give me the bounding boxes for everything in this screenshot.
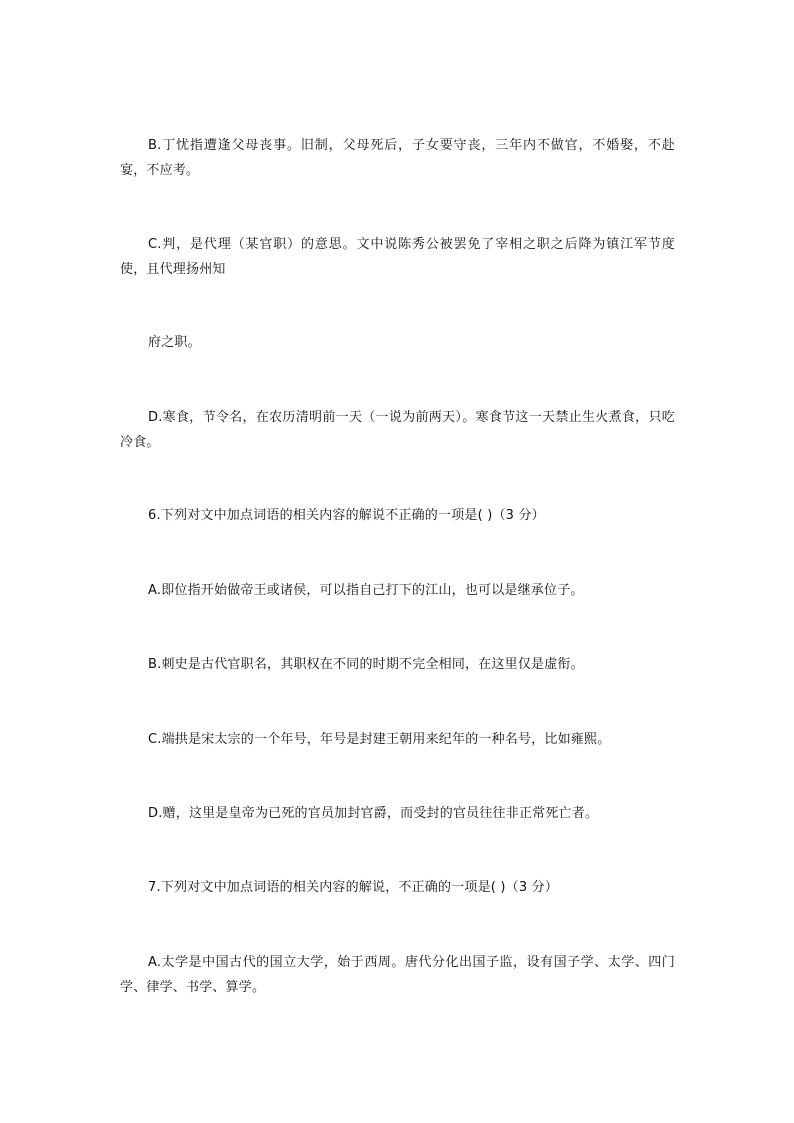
option-d-hanshi: D.寒食，节令名，在农历清明前一天（一说为前两天）。寒食节这一天禁止生火煮食，只吃冷食。 [120,410,675,450]
q6-option-a: A.即位指开始做帝王或诸侯，可以指自己打下的江山，也可以是继承位子。 [148,583,584,598]
option-c-pan: C.判，是代理（某官职）的意思。文中说陈秀公被罢免了宰相之职之后降为镇江军节度使，且代理扬州知 [120,237,675,277]
question-6: 6.下列对文中加点词语的相关内容的解说不正确的一项是( )（3 分） [148,508,545,523]
q7-option-a: A.太学是中国古代的国立大学，始于西周。唐代分化出国子监，设有国子学、太学、四门学、律学、书学、算学。 [120,955,675,995]
question-7: 7.下列对文中加点词语的相关内容的解说，不正确的一项是( )（3 分） [148,880,559,895]
option-b-dingyou: B.丁忧指遭逢父母丧事。旧制，父母死后，子女要守丧，三年内不做官，不婚娶，不赴宴，不应考。 [120,138,675,178]
option-c-continuation: 府之职。 [148,335,201,350]
q6-option-d: D.赠，这里是皇帝为已死的官员加封官爵，而受封的官员往往非正常死亡者。 [148,806,599,821]
q6-option-c: C.端拱是宋太宗的一个年号，年号是封建王朝用来纪年的一种名号，比如雍熙。 [148,732,611,747]
q6-option-b: B.刺史是古代官职名，其职权在不同的时期不完全相同，在这里仅是虚衔。 [148,657,584,672]
